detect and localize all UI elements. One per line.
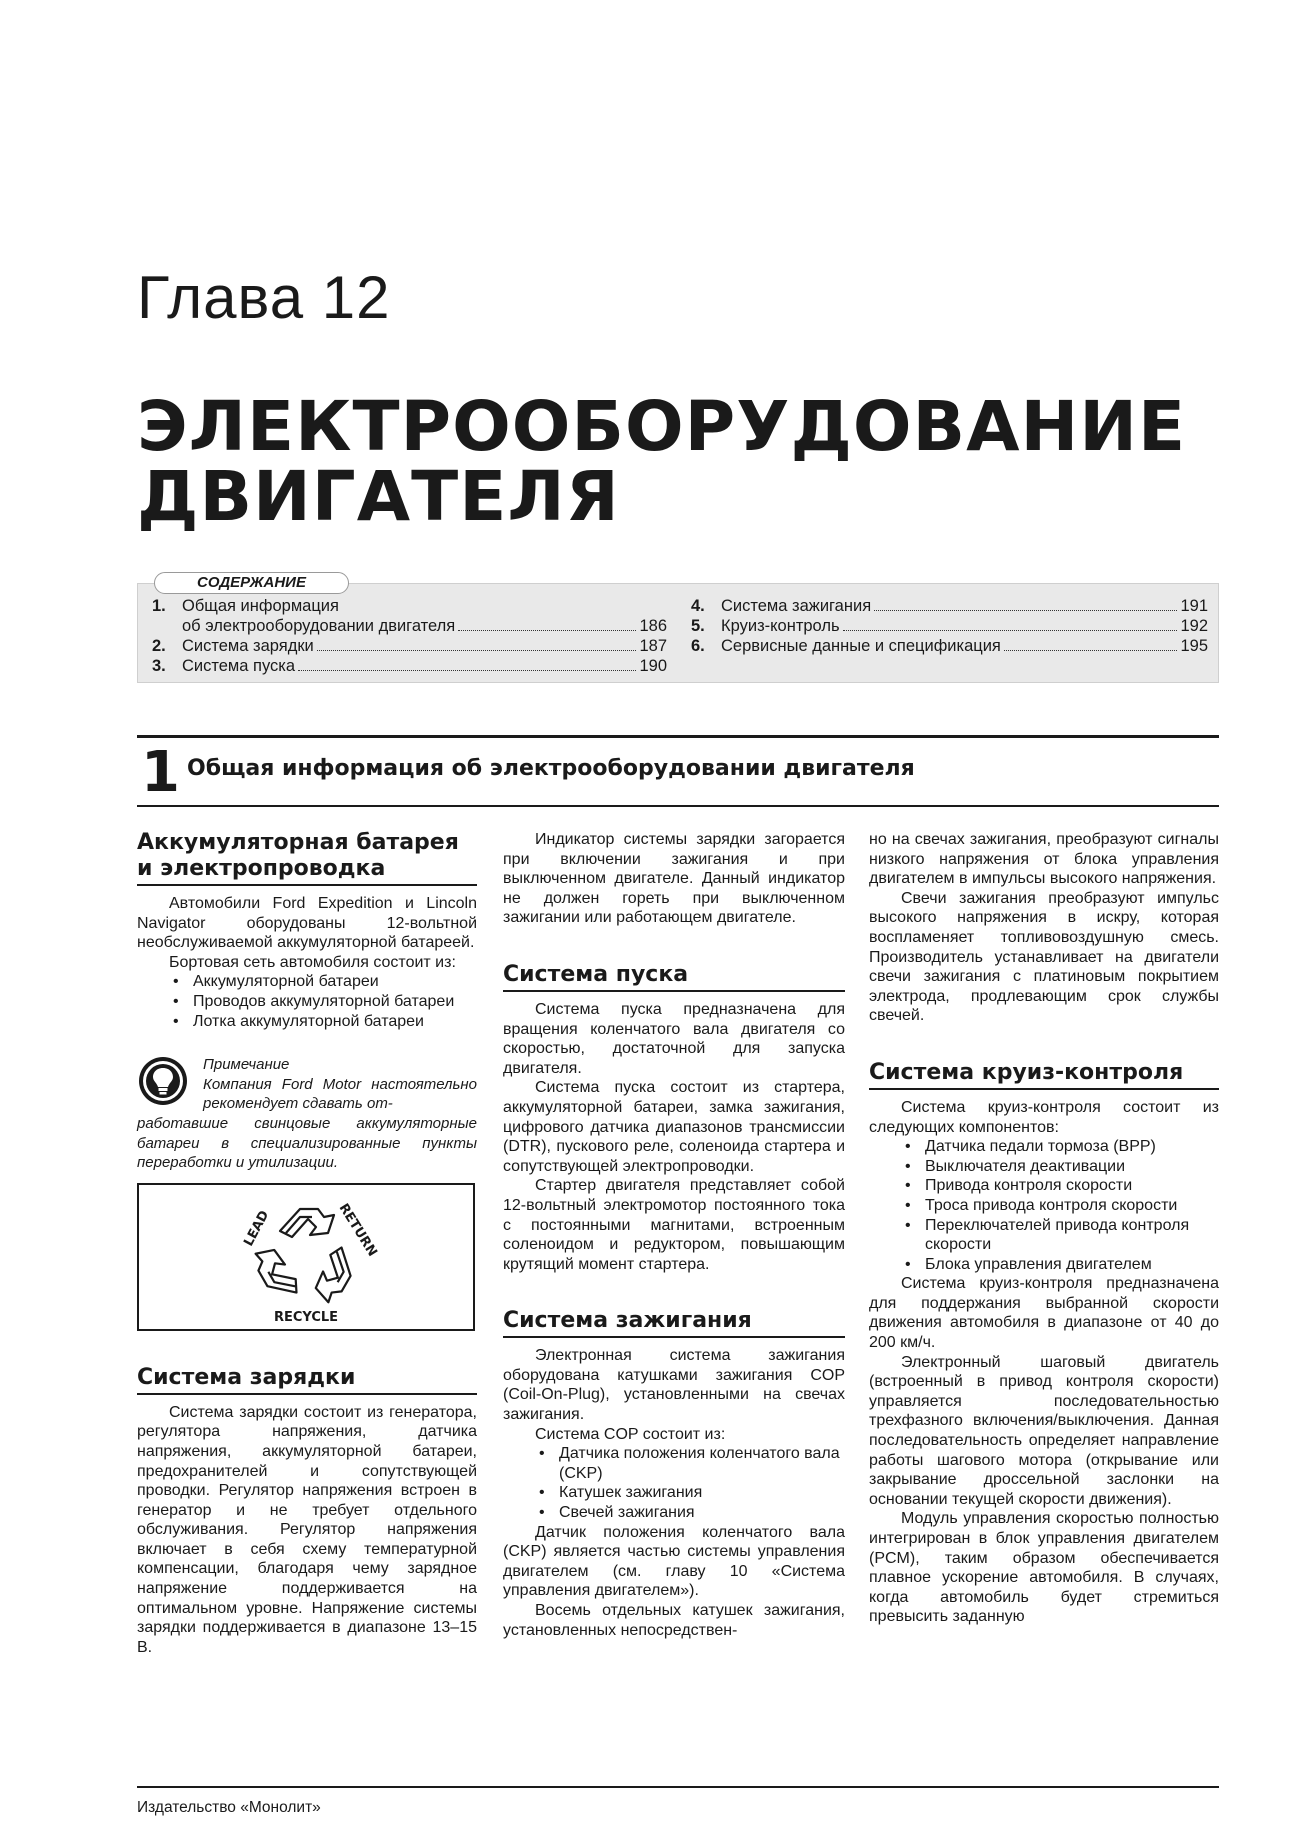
- toc-item-text: Общая информация: [182, 597, 339, 615]
- paragraph: Система круиз-контроля предназначена для поддержания выбранной скорости движения автомобиля в диапазоне от 40 до 200 км/ч.: [869, 1275, 1219, 1352]
- paragraph: Индикатор системы зарядки загорается при включении зажигания и при выключенном двигателе. Данный индикатор не должен гореть при выключенном зажигании или работающем двигателе.: [503, 831, 845, 927]
- chapter-title-line2: ДВИГАТЕЛЯ: [137, 457, 620, 537]
- text-column-2: [503, 830, 845, 1640]
- list-item: • Переключателей привода контроля скорости: [869, 1216, 1219, 1255]
- paragraph: Восемь отдельных катушек зажигания, установленных непосредствен-: [503, 1602, 845, 1639]
- list-item: • Свечей зажигания: [503, 1503, 845, 1523]
- toc-leader-dots: [843, 630, 1178, 631]
- list-item: • Привода контроля скорости: [869, 1176, 1219, 1196]
- paragraph: Система пуска предназначена для вращения коленчатого вала двигателя со скоростью, достаточной для запуска двигателя.: [503, 1000, 845, 1077]
- toc-item-page: 195: [1180, 637, 1208, 655]
- toc-item[interactable]: [152, 636, 667, 656]
- toc-item-text: Система пуска: [182, 657, 296, 675]
- toc-leader-dots: [317, 650, 637, 651]
- note-text-part: Компания Ford Motor настоятельно рекомендует сдавать от-: [203, 1075, 477, 1113]
- toc-item-number: 1.: [152, 597, 166, 615]
- list-item: • Лотка аккумуляторной батареи: [137, 1012, 477, 1032]
- chapter-title: [137, 387, 1187, 537]
- recycle-figure: [137, 1183, 475, 1331]
- toc-item-page: 186: [639, 617, 667, 635]
- toc-item-number: 2.: [152, 637, 166, 655]
- toc-leader-dots: [874, 610, 1177, 611]
- heading-charging-system: Система зарядки: [137, 1365, 477, 1395]
- paragraph: Система зарядки состоит из генератора, регулятора напряжения, датчика напряжения, аккумуляторной батареи, предохранителей и сопутствующей проводки. Регулятор напряжения встроен в генератор и не требует отдельного обслуживания. Регулятор напряжения включает в себя схему температурной компенсации, благодаря чему зарядное напряжение поддерживается на оптимальном уровне. Напряжение системы зарядки поддерживается в диапазоне 13–15 В.: [137, 1403, 477, 1656]
- bullet-list: [869, 1137, 1219, 1274]
- toc-item-text: Система зажигания: [721, 597, 872, 615]
- toc-item-page: 192: [1180, 617, 1208, 635]
- toc-column-left: [152, 596, 667, 676]
- list-item: • Проводов аккумуляторной батареи: [137, 992, 477, 1012]
- note-title: Примечание: [203, 1056, 290, 1074]
- toc-item-page: 191: [1180, 597, 1208, 615]
- toc-item-page: 190: [639, 657, 667, 675]
- section-rule-top: [137, 735, 1219, 738]
- paragraph: но на свечах зажигания, преобразуют сигналы низкого напряжения от блока управления двигателем в импульсы высокого напряжения.: [869, 831, 1219, 888]
- heading-starting-system: Система пуска: [503, 962, 845, 992]
- heading-cruise-control: Система круиз-контроля: [869, 1060, 1219, 1090]
- footer-rule: [137, 1786, 1219, 1788]
- toc-item[interactable]: [691, 616, 1208, 636]
- recycle-label-recycle: RECYCLE: [273, 1309, 339, 1325]
- toc-leader-dots: [458, 630, 636, 631]
- toc-item-text: Круиз-контроль: [721, 617, 840, 635]
- toc-item-number: 6.: [691, 637, 705, 655]
- toc-item-continued[interactable]: [152, 616, 667, 636]
- toc-item-number: 5.: [691, 617, 705, 635]
- paragraph: Датчик положения коленчатого вала (CKP) является частью системы управления двигателем (см. главу 10 «Система управления двигателем»).: [503, 1523, 845, 1600]
- chapter-title-line1: ЭЛЕКТРООБОРУДОВАНИЕ: [137, 387, 1187, 467]
- recycle-label-lead: LEAD: [241, 1207, 273, 1249]
- section-number: 1: [141, 740, 180, 805]
- toc-item-number: 4.: [691, 597, 705, 615]
- toc-item-text: Система зарядки: [182, 637, 314, 655]
- list-item: • Блока управления двигателем: [869, 1255, 1219, 1275]
- paragraph: Свечи зажигания преобразуют импульс высокого напряжения в искру, которая воспламеняет топливовоздушную смесь. Производитель устанавливает на двигатели свечи зажигания с платиновым покрытием электрода, продлевающим срок службы свечей.: [869, 889, 1219, 1025]
- recycle-symbol-icon: [139, 1185, 473, 1329]
- chapter-label: Глава 12: [137, 264, 391, 331]
- section-rule-bottom: [137, 805, 1219, 807]
- list-item: • Катушек зажигания: [503, 1483, 845, 1503]
- list-item: • Датчика педали тормоза (BPP): [869, 1137, 1219, 1157]
- toc-leader-dots: [1004, 650, 1178, 651]
- paragraph: Модуль управления скоростью полностью интегрирован в блок управления двигателем (PCM), таким образом обеспечивается плавное ускорение автомобиля. В случаях, когда автомобиль будет стремиться превысить заданную: [869, 1510, 1219, 1626]
- paragraph: Электронный шаговый двигатель (встроенный в привод контроля скорости) управляется последовательностью трехфазного включения/выключения. Данная последовательность определяет направление работы шагового мотора (открывание или закрывание дроссельной заслонки на основании текущей скорости движения).: [869, 1353, 1219, 1508]
- paragraph: Система COP состоит из:: [535, 1425, 726, 1443]
- paragraph: Система пуска состоит из стартера, аккумуляторной батареи, замка зажигания, цифрового датчика диапазонов трансмиссии (DTR), пускового реле, соленоида стартера и сопутствующей электропроводки.: [503, 1079, 845, 1175]
- toc-item-text: Сервисные данные и спецификация: [721, 637, 1001, 655]
- note-text-part: работавшие свинцовые аккумуляторные батареи в специализированные пункты переработки и утилизации.: [137, 1114, 477, 1172]
- toc-item[interactable]: [691, 596, 1208, 616]
- list-item: • Троса привода контроля скорости: [869, 1196, 1219, 1216]
- toc-item-text: об электрооборудовании двигателя: [182, 617, 456, 635]
- toc-item[interactable]: [152, 596, 667, 616]
- heading-battery: Аккумуляторная батарея и электропроводка: [137, 830, 477, 886]
- paragraph: Бортовая сеть автомобиля состоит из:: [169, 953, 456, 971]
- list-item: • Датчика положения коленчатого вала (CKP): [503, 1444, 845, 1483]
- toc-item[interactable]: [691, 636, 1208, 656]
- toc-item-number: 3.: [152, 657, 166, 675]
- bullet-list: [137, 972, 477, 1031]
- lightbulb-icon: [137, 1055, 189, 1107]
- section-title: Общая информация об электрооборудовании двигателя: [187, 756, 915, 781]
- paragraph: Автомобили Ford Expedition и Lincoln Navigator оборудованы 12-вольтной необслуживаемой аккумуляторной батареей.: [137, 895, 477, 952]
- paragraph: Стартер двигателя представляет собой 12-вольтный электромотор постоянного тока с постоянными магнитами, встроенным соленоидом и редуктором, повышающим крутящий момент стартера.: [503, 1177, 845, 1273]
- text-column-3: [869, 830, 1219, 1627]
- note-block: [137, 1055, 477, 1173]
- text-column-1: [137, 830, 477, 1657]
- toc-item-page: 187: [639, 637, 667, 655]
- paragraph: Электронная система зажигания оборудована катушками зажигания COP (Coil-On-Plug), установленными на свечах зажигания.: [503, 1347, 845, 1424]
- toc-column-right: [691, 596, 1208, 656]
- recycle-label-return: RETURN: [335, 1200, 380, 1260]
- bullet-list: [503, 1444, 845, 1522]
- toc-leader-dots: [298, 670, 636, 671]
- list-item: • Аккумуляторной батареи: [137, 972, 477, 992]
- table-of-contents: [137, 574, 1219, 683]
- footer-publisher: Издательство «Монолит»: [137, 1799, 321, 1816]
- list-item: • Выключателя деактивации: [869, 1157, 1219, 1177]
- heading-ignition-system: Система зажигания: [503, 1308, 845, 1338]
- toc-label: СОДЕРЖАНИЕ: [154, 572, 349, 594]
- paragraph: Система круиз-контроля состоит из следующих компонентов:: [869, 1098, 1219, 1136]
- toc-item[interactable]: [152, 656, 667, 676]
